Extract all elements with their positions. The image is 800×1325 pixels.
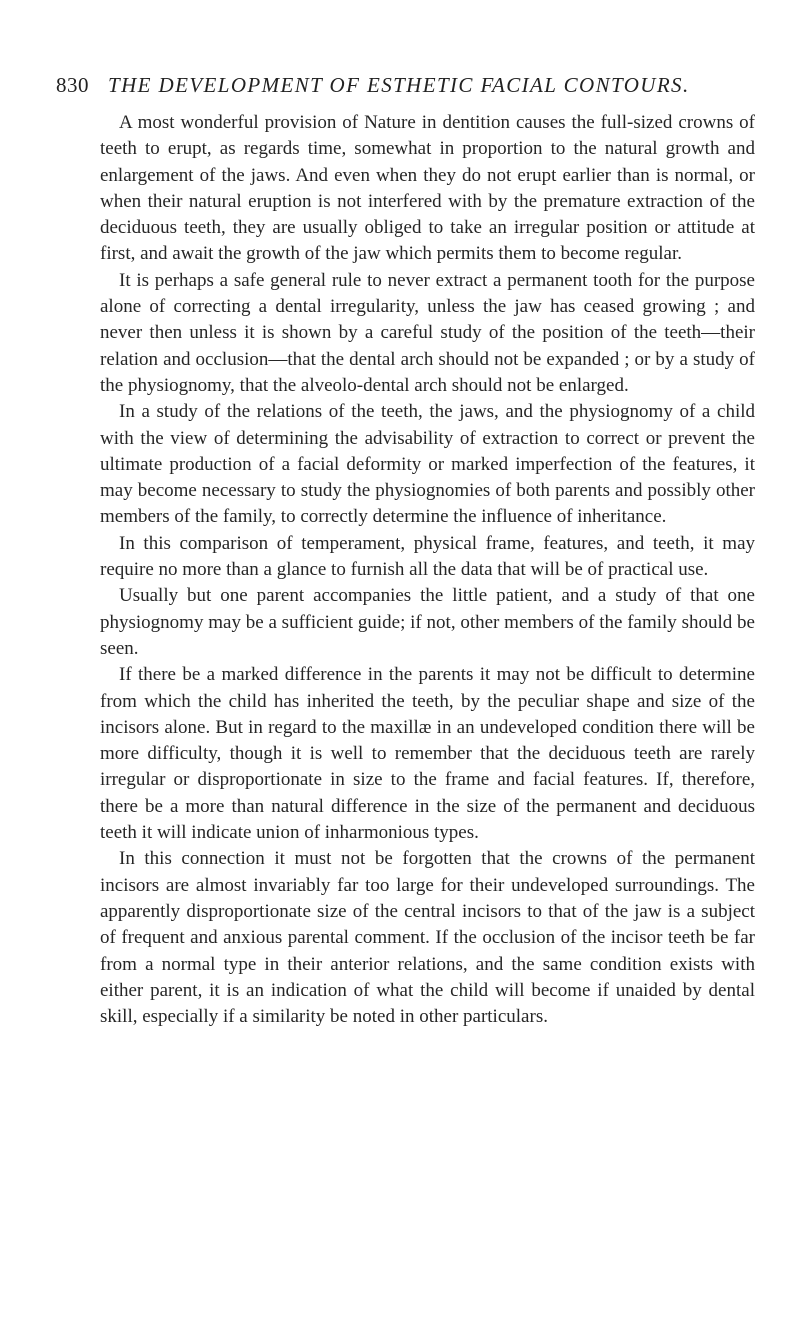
paragraph-comparison: In this comparison of temperament, physical frame, features, and teeth, it may require no more than a glance to furnish all the data that will be of practical use. <box>100 532 755 581</box>
paragraph-eruption-timing: A most wonderful provision of Nature in dentition causes the full-sized crowns of teeth to erupt, as regards time, somewhat in proportion to the natural growth and enlargement of the jaws. And even when they do not erupt earlier than is normal, or when their natural eruption is not interfered with by the premature extraction of the deciduous teeth, they are usually obliged to take an irregular position or attitude at first, and await the growth of the jaw which permits them to become regular. <box>100 112 755 265</box>
paragraph-family-physiognomy: In a study of the relations of the teeth, the jaws, and the physiognomy of a child with the view of determining the advisability of extraction to correct or prevent the ultimate production of a facial deformity or marked imperfection of the features, it may become necessary to study the physiognomies of both parents and possibly other members of the family, to correctly determine the influence of inheritance. <box>100 401 755 528</box>
page-number: 830 <box>56 73 89 97</box>
book-page <box>52 72 756 1030</box>
running-head <box>56 72 756 98</box>
paragraph-parent-study: Usually but one parent accompanies the little patient, and a study of that one physiognomy may be a sufficient guide; if not, other members of the family should be seen. <box>100 585 755 659</box>
running-title: THE DEVELOPMENT OF ESTHETIC FACIAL CONTOURS. <box>108 73 690 97</box>
paragraph-extraction-rule: It is perhaps a safe general rule to never extract a permanent tooth for the purpose alone of correcting a dental irregularity, unless the jaw has ceased growing ; and never then unless it is shown by a careful study of the position of the teeth—their relation and occlusion—that the dental arch should not be expanded ; or by a study of the physiognomy, that the alveolo-dental arch should not be enlarged. <box>100 269 755 396</box>
paragraph-permanent-incisors: In this connection it must not be forgotten that the crowns of the permanent incisors are almost invariably far too large for their undeveloped surroundings. The apparently disproportionate size of the central incisors to that of the jaw is a subject of frequent and anxious parental comment. If the occlusion of the incisor teeth be far from a normal type in their anterior relations, and the same condition exists with either parent, it is an indication of what the child will become if unaided by dental skill, especially if a similarity be noted in other particulars. <box>100 848 755 1028</box>
body-text <box>100 110 755 1030</box>
paragraph-parent-difference: If there be a marked difference in the parents it may not be difficult to determine from which the child has inherited the teeth, by the peculiar shape and size of the incisors alone. But in regard to the maxillæ in an undeveloped condition there will be more difficulty, though it is well to remember that the deciduous teeth are rarely irregular or disproportionate in size to the frame and facial features. If, therefore, there be a more than natural difference in the size of the permanent and deciduous teeth it will indicate union of inharmonious types. <box>100 664 755 844</box>
